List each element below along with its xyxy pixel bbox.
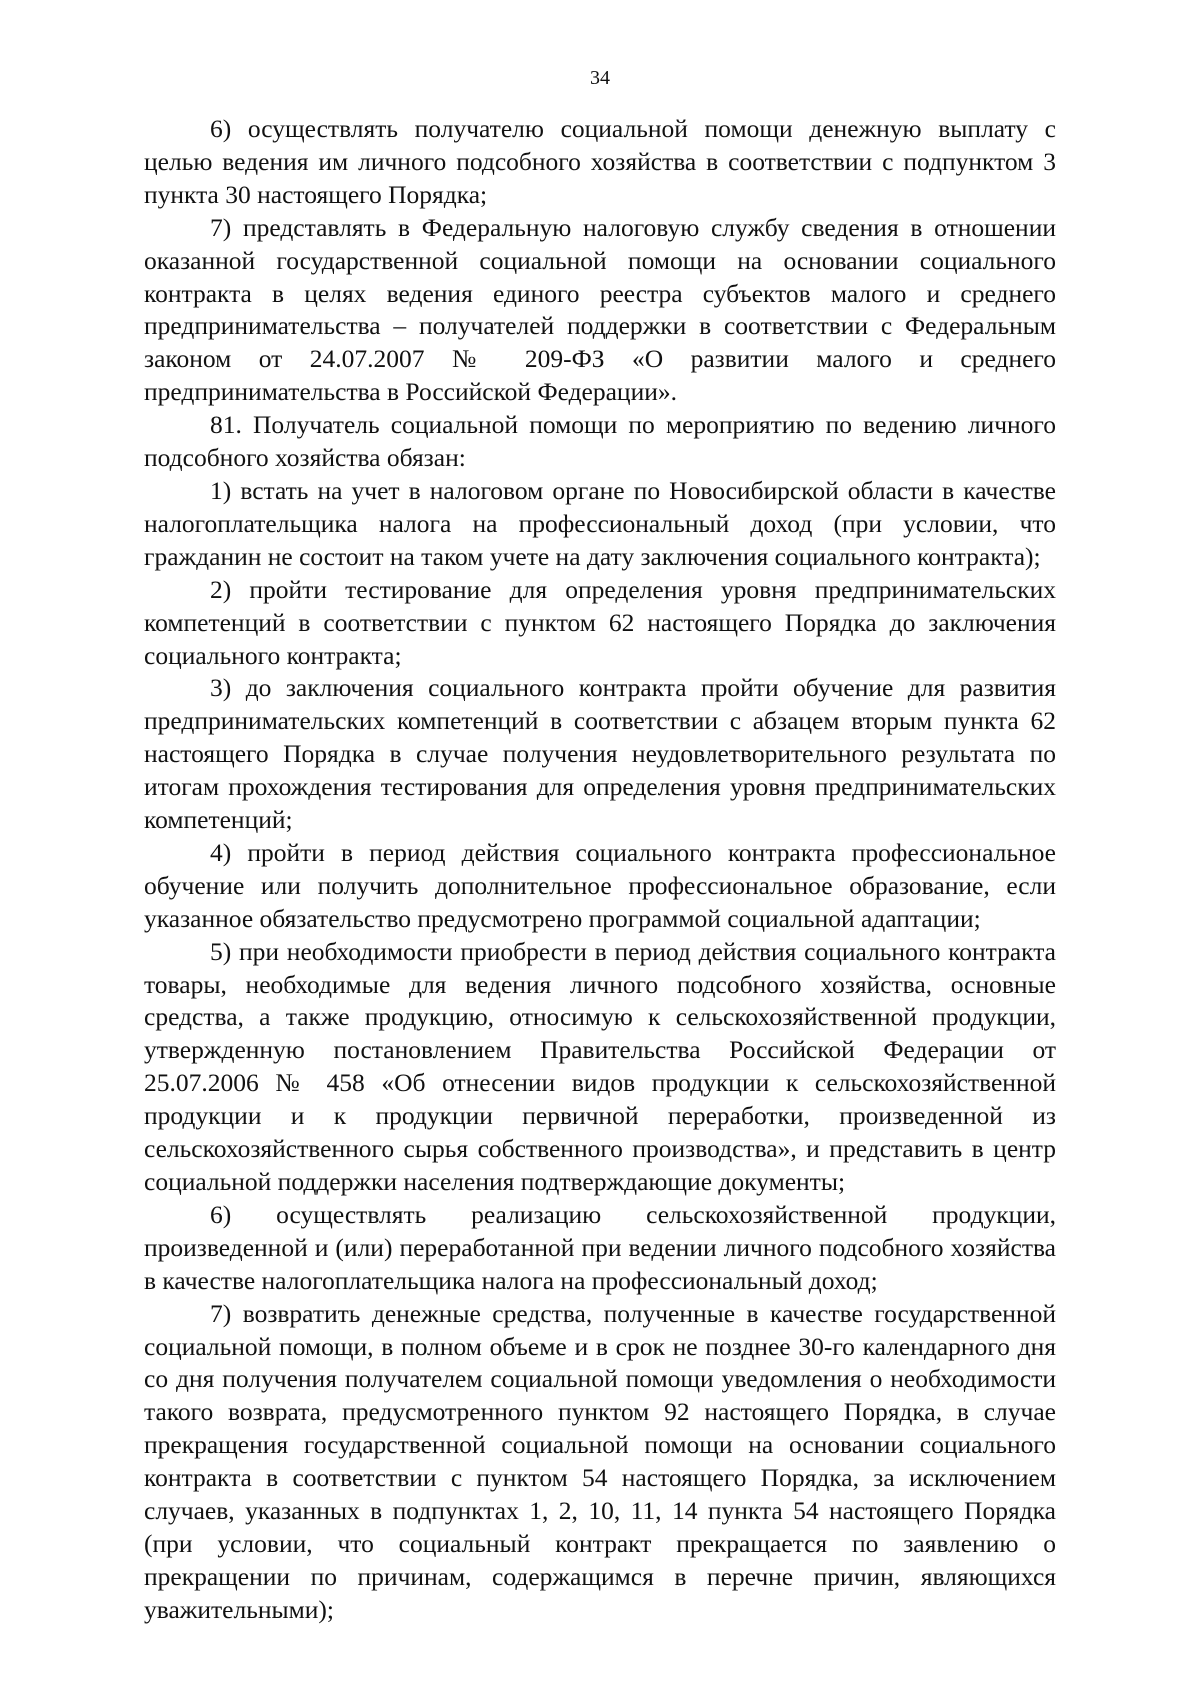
page-number: 34 xyxy=(590,67,610,89)
paragraph-obligation-4: 4) пройти в период действия социального контракта профессиональное обучение или получить дополнительное профессиональное образование, если указанное обязательство предусмотрено программой социальной адаптации; xyxy=(144,837,1056,933)
paragraph-clause-81: 81. Получатель социальной помощи по мероприятию по ведению личного подсобного хозяйства обязан: xyxy=(144,410,1056,473)
paragraph-obligation-7: 7) возвратить денежные средства, полученные в качестве государственной социальной помощи, в полном объеме и в срок не позднее 30-го календарного дня со дня получения получателем социальной помощи уведомления о необходимости такого возврата, предусмотренного пунктом 92 настоящего Порядка, в случае прекращения государственной социальной помощи на основании социального контракта в соответствии с пунктом 54 настоящего Порядка, за исключением случаев, указанных в подпунктах 1, 2, 10, 11, 14 пункта 54 настоящего Порядка (при условии, что социальный контракт прекращается по заявлению о прекращении по причинам, содержащимся в перечне причин, являющихся уважительными); xyxy=(144,1298,1056,1624)
paragraph-obligation-3: 3) до заключения социального контракта пройти обучение для развития предпринимательских компетенций в соответствии с абзацем вторым пункта 62 настоящего Порядка в случае получения неудовлетворительного результата по итогам прохождения тестирования для определения уровня предпринимательских компетенций; xyxy=(144,673,1056,835)
paragraph-item-6-payment: 6) осуществлять получателю социальной помощи денежную выплату с целью ведения им личного подсобного хозяйства в соответствии с подпунктом 3 пункта 30 настоящего Порядка; xyxy=(144,114,1056,209)
paragraph-obligation-5: 5) при необходимости приобрести в период действия социального контракта товары, необходимые для ведения личного подсобного хозяйства, основные средства, а также продукцию, относимую к сельскохозяйственной продукции, утвержденную постановлением Правительства Российской Федерации от 25.07.2006 № 458 «Об отнесении видов продукции к сельскохозяйственной продукции и к продукции первичной переработки, произведенной из сельскохозяйственного сырья собственного производства», и представить в центр социальной поддержки населения подтверждающие документы; xyxy=(144,936,1056,1196)
paragraph-obligation-6: 6) осуществлять реализацию сельскохозяйственной продукции, произведенной и (или) переработанной при ведении личного подсобного хозяйства в качестве налогоплательщика налога на профессиональный доход; xyxy=(144,1199,1056,1295)
paragraph-obligation-2: 2) пройти тестирование для определения уровня предпринимательских компетенций в соответствии с пунктом 62 настоящего Порядка до заключения социального контракта; xyxy=(144,574,1056,670)
paragraph-obligation-1: 1) встать на учет в налоговом органе по Новосибирской области в качестве налогоплательщика налога на профессиональный доход (при условии, что гражданин не состоит на таком учете на дату заключения социального контракта); xyxy=(144,475,1056,571)
document-body xyxy=(144,113,1056,1627)
paragraph-item-7-tax-service: 7) представлять в Федеральную налоговую службу сведения в отношении оказанной государственной социальной помощи на основании социального контракта в целях ведения единого реестра субъектов малого и среднего предпринимательства – получателей поддержки в соответствии с Федеральным законом от 24.07.2007 № 209-ФЗ «О развитии малого и среднего предпринимательства в Российской Федерации». xyxy=(144,212,1056,407)
